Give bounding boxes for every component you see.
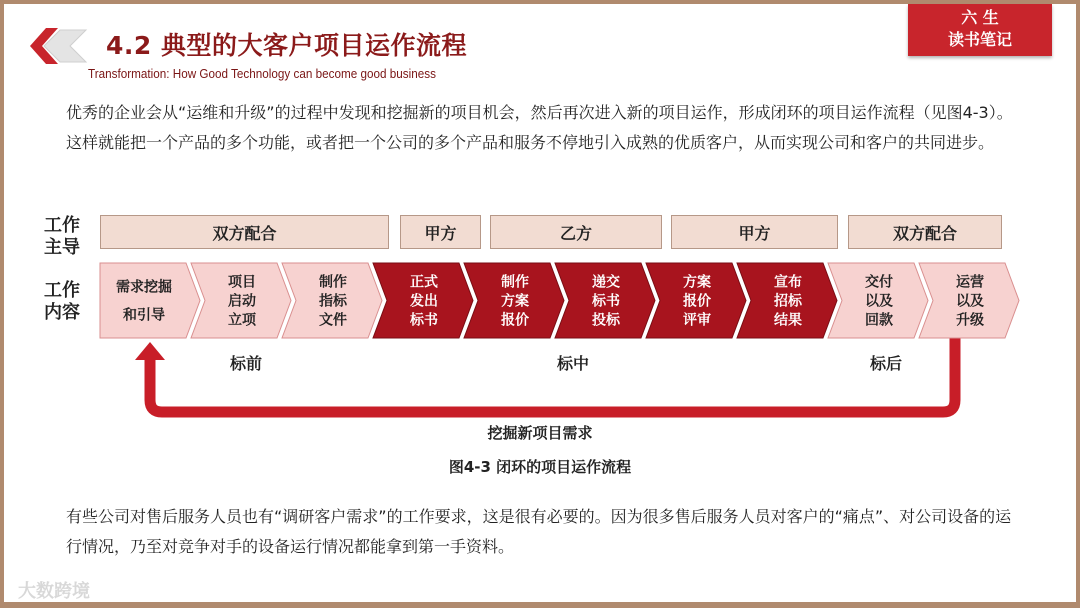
step-label: 以及: [865, 293, 893, 310]
step-label: 报价: [501, 312, 529, 329]
party-box: 双方配合: [848, 215, 1002, 249]
step-label: 宣布: [774, 274, 802, 291]
loop-arrowhead-icon: [135, 342, 165, 360]
phase-label: 标后: [870, 354, 903, 373]
step-label: 递交: [592, 274, 620, 291]
page-title: 4.2 典型的大客户项目运作流程: [106, 31, 467, 60]
page-subtitle: Transformation: How Good Technology can become good business: [88, 66, 436, 81]
row-label-lead: 工作主导: [44, 215, 80, 258]
step-label: 发出: [410, 293, 438, 310]
step-label: 需求挖掘: [116, 279, 172, 296]
step-label: 运营: [956, 274, 984, 291]
brand-badge: [908, 4, 1052, 56]
intro-paragraph: 优秀的企业会从“运维和升级”的过程中发现和挖掘新的项目机会，然后再次进入新的项目运作，形成闭环的项目运作流程（见图4-3）。这样就能把一个产品的多个功能，或者把一个公司的多个产品和服务不停地引入成熟的优质客户，从而实现公司和客户的共同进步。: [66, 103, 1013, 152]
step-label: 方案: [683, 274, 711, 291]
step-label: 立项: [228, 312, 256, 329]
loop-label: 挖掘新项目需求: [487, 424, 593, 442]
step-label: 投标: [592, 312, 620, 329]
step-label: 升级: [956, 312, 984, 329]
party-box: 乙方: [490, 215, 662, 249]
process-step: [373, 263, 473, 338]
party-box: 甲方: [671, 215, 838, 249]
party-box: 双方配合: [100, 215, 389, 249]
row-label-content: 工作内容: [44, 280, 80, 323]
step-label: 交付: [865, 274, 893, 291]
badge-line-2: 读书笔记: [947, 30, 1012, 49]
step-label: 和引导: [123, 307, 165, 324]
step-label: 结果: [774, 312, 802, 329]
step-label: 报价: [683, 293, 711, 310]
figure-caption: 图4-3 闭环的项目运作流程: [448, 458, 632, 476]
step-label: 制作: [501, 274, 529, 291]
step-label: 项目: [228, 274, 256, 291]
logo-icon: [22, 24, 92, 68]
step-label: 标书: [410, 312, 438, 329]
badge-line-1: 六 生: [961, 8, 999, 27]
step-label: 文件: [319, 312, 347, 329]
step-label: 方案: [501, 293, 529, 310]
process-step: [100, 263, 200, 338]
step-label: 制作: [319, 274, 347, 291]
phase-label: 标中: [557, 354, 590, 373]
phase-label: 标前: [230, 354, 263, 373]
step-label: 回款: [865, 312, 893, 329]
process-step: [919, 263, 1019, 338]
process-step: [828, 263, 928, 338]
outro-paragraph: 有些公司对售后服务人员也有“调研客户需求”的工作要求，这是很有必要的。因为很多售后服务人员对客户的“痛点”、对公司设备的运行情况，乃至对竞争对手的设备运行情况都能拿到第一手资料。: [66, 507, 1012, 556]
step-label: 招标: [774, 293, 802, 310]
process-step: [464, 263, 564, 338]
step-label: 以及: [956, 293, 984, 310]
watermark: 大数跨境: [18, 581, 90, 602]
process-step: [646, 263, 746, 338]
process-step: [737, 263, 837, 338]
step-label: 启动: [228, 293, 256, 310]
step-label: 评审: [683, 312, 711, 329]
process-step: [555, 263, 655, 338]
step-label: 指标: [319, 293, 347, 310]
step-chevron: [100, 263, 200, 338]
party-box: 甲方: [400, 215, 481, 249]
slide: [4, 4, 1076, 602]
step-label: 正式: [410, 274, 438, 291]
process-step: [191, 263, 291, 338]
process-step: [282, 263, 382, 338]
step-label: 标书: [592, 293, 620, 310]
